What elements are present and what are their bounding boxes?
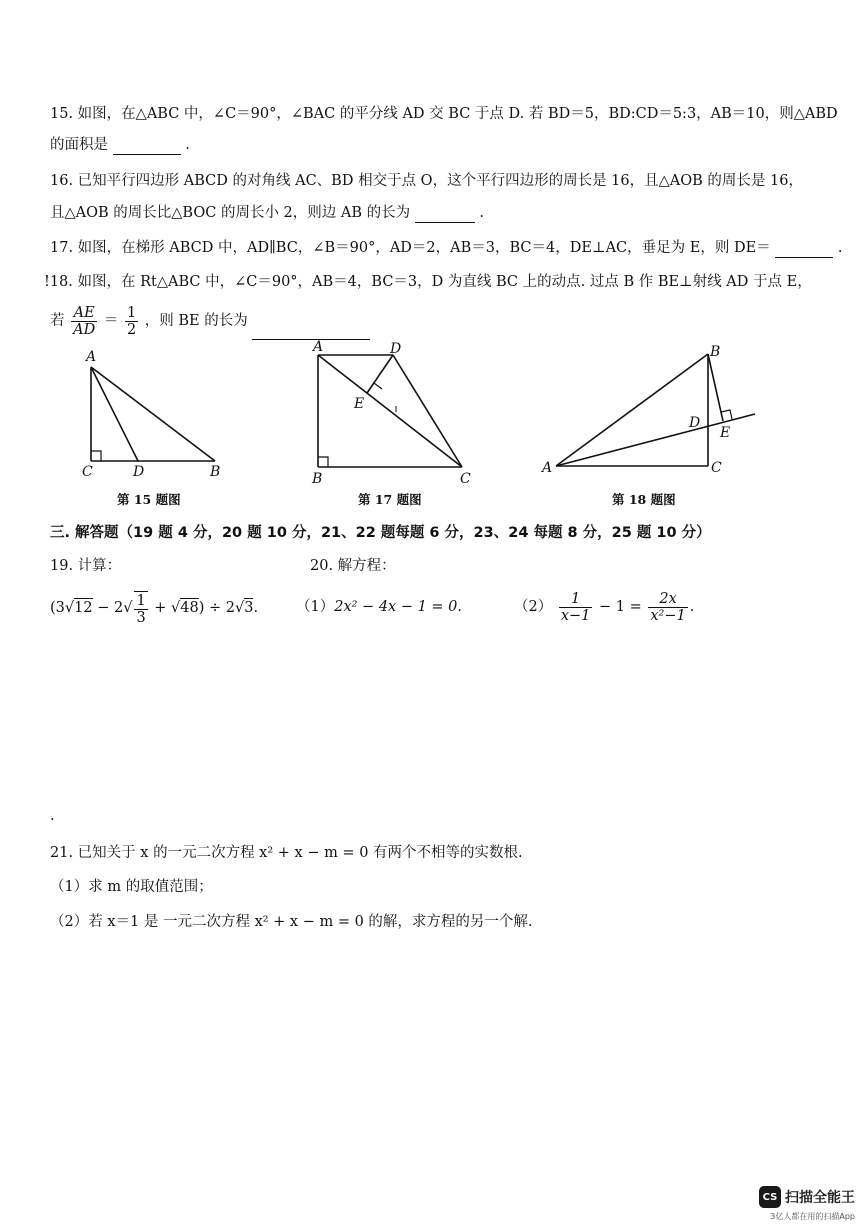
watermark-name: 扫描全能王 <box>785 1190 855 1206</box>
q21-line1: 21. 已知关于 x 的一元二次方程 x² + x − m = 0 有两个不相等的实数根. <box>50 845 523 861</box>
fig17-label-e: E <box>354 396 365 412</box>
q18-post: ，则 BE 的长为 <box>144 313 248 329</box>
q19-label: 19. 计算： <box>50 558 122 574</box>
q18-fraction-half <box>125 305 138 338</box>
q17-text: 17. 如图，在梯形 ABCD 中，AD∥BC，∠B＝90°，AD＝2，AB＝3，BC＝4，DE⊥AC，垂足为 E，则 DE＝ <box>50 240 771 256</box>
sqrt-symbol: √ <box>171 600 181 616</box>
q20-p2-den1: x−1 <box>560 607 591 624</box>
q18-line1: !18. 如图，在 Rt△ABC 中，∠C＝90°，AB＝4，BC＝3，D 为直线 BC 上的动点. 过点 B 作 BE⊥射线 AD 于点 E， <box>44 274 812 290</box>
section-3-title: 三. 解答题（19 题 4 分，20 题 10 分，21、22 题每题 6 分，23、24 每题 8 分，25 题 10 分） <box>50 525 711 541</box>
q19-tail: ) ÷ 2 <box>198 600 235 616</box>
fig18-label-d: D <box>689 415 701 431</box>
fig18-caption: 第 18 题图 <box>612 492 676 507</box>
q19-expression <box>50 590 258 626</box>
sqrt-symbol: √ <box>64 600 75 616</box>
q19-minus2: − 2 <box>92 600 124 616</box>
figure-18 <box>540 340 760 485</box>
fig17-label-a: A <box>313 339 324 355</box>
q15-line2 <box>50 135 190 155</box>
q20-p2-fraction-left <box>559 591 593 624</box>
q20-p2-num2: 2x <box>648 591 687 608</box>
q17-line1 <box>50 238 843 258</box>
q16-answer-blank <box>415 208 475 223</box>
q20-p1-label: （1） <box>296 599 335 615</box>
sqrt-symbol: √ <box>235 600 245 616</box>
q19-plus: + <box>149 600 172 616</box>
q20-p2-end: . <box>689 599 695 615</box>
q18-pre: 若 <box>50 313 65 329</box>
q20-p2-den2: x²−1 <box>650 607 686 624</box>
q17-answer-blank <box>775 243 833 258</box>
fig15-right-angle-mark <box>91 451 101 461</box>
q19-radicand-48: 48 <box>180 600 199 616</box>
q19-frac-num: 1 <box>136 592 146 609</box>
fig17-label-d: D <box>390 341 402 357</box>
fig17-label-b: B <box>312 471 323 486</box>
fig15-label-d: D <box>133 464 145 480</box>
fig17-right-angle-b <box>318 457 328 467</box>
q20-p2-label: （2） <box>514 599 553 615</box>
fig15-label-c: C <box>82 464 93 480</box>
q15-end: . <box>185 137 190 153</box>
q16-line2-text: 且△AOB 的周长比△BOC 的周长小 2，则边 AB 的长为 <box>50 205 411 221</box>
q18-half-num: 1 <box>126 304 137 321</box>
fig15-segment-ad <box>91 367 138 461</box>
fig17-side-dc <box>393 355 462 467</box>
q19-fraction-one-third <box>134 591 147 626</box>
watermark-subtitle: 3亿人都在用的扫描App <box>770 1212 855 1221</box>
fig18-label-b: B <box>710 344 721 360</box>
fig15-caption: 第 15 题图 <box>117 492 181 507</box>
q18-frac-num: AE <box>71 305 97 322</box>
q18-line2 <box>50 302 370 340</box>
q18-fraction-ae-ad <box>71 305 97 338</box>
fig15-label-a: A <box>86 349 97 365</box>
q16-line1: 16. 已知平行四边形 ABCD 的对角线 AC、BD 相交于点 O，这个平行四边形的周长是 16，且△AOB 的周长是 16， <box>50 173 803 189</box>
fig15-side-ab <box>91 367 215 461</box>
cs-logo-icon: CS <box>759 1186 781 1208</box>
q20-p2-num1: 1 <box>559 591 593 608</box>
fig17-diagonal-ac <box>318 355 462 467</box>
q18-frac-den: AD <box>73 321 96 338</box>
q19-radicand-12: 12 <box>74 600 93 616</box>
q21-part2: （2）若 x＝1 是 一元二次方程 x² + x − m = 0 的解，求方程的另一个解. <box>50 914 533 930</box>
scanner-watermark <box>759 1186 855 1208</box>
sqrt-symbol: √ <box>123 600 133 616</box>
fig18-side-ab <box>556 354 708 466</box>
figure-17 <box>305 338 485 486</box>
q19-end: . <box>253 600 259 616</box>
fig15-label-b: B <box>210 464 221 480</box>
fig17-caption: 第 17 题图 <box>358 492 422 507</box>
figure-15 <box>70 345 240 480</box>
q21-part1: （1）求 m 的取值范围； <box>50 879 213 895</box>
q18-half-den: 2 <box>126 321 137 338</box>
q15-line1: 15. 如图，在△ABC 中，∠C＝90°，∠BAC 的平分线 AD 交 BC 于点 D. 若 BD＝5，BD:CD＝5:3，AB＝10，则△ABD <box>50 106 838 122</box>
stray-dot: . <box>50 808 55 824</box>
q20-part1 <box>296 597 462 617</box>
q17-end: . <box>837 240 843 256</box>
fig18-segment-be <box>708 354 723 421</box>
q19-open: (3 <box>50 600 65 616</box>
fig17-right-angle-e <box>367 383 382 393</box>
q16-line2 <box>50 203 484 223</box>
fig18-label-a: A <box>542 460 553 476</box>
q20-p2-mid: − 1 = <box>594 599 647 615</box>
q16-end: . <box>479 205 484 221</box>
fig18-label-c: C <box>711 460 722 476</box>
q20-p2-fraction-right <box>648 591 687 624</box>
q20-p1-expr: 2x² − 4x − 1 = 0. <box>334 599 463 615</box>
q20-part2 <box>514 588 694 626</box>
q18-eq: ＝ <box>103 313 119 329</box>
q19-radicand-3: 3 <box>244 600 254 616</box>
fig17-label-c: C <box>460 471 471 486</box>
q15-line2-text: 的面积是 <box>50 137 108 153</box>
fig18-label-e: E <box>720 425 731 441</box>
q19-frac-den: 3 <box>136 609 146 626</box>
q15-answer-blank <box>113 140 181 155</box>
q20-label: 20. 解方程： <box>310 558 396 574</box>
